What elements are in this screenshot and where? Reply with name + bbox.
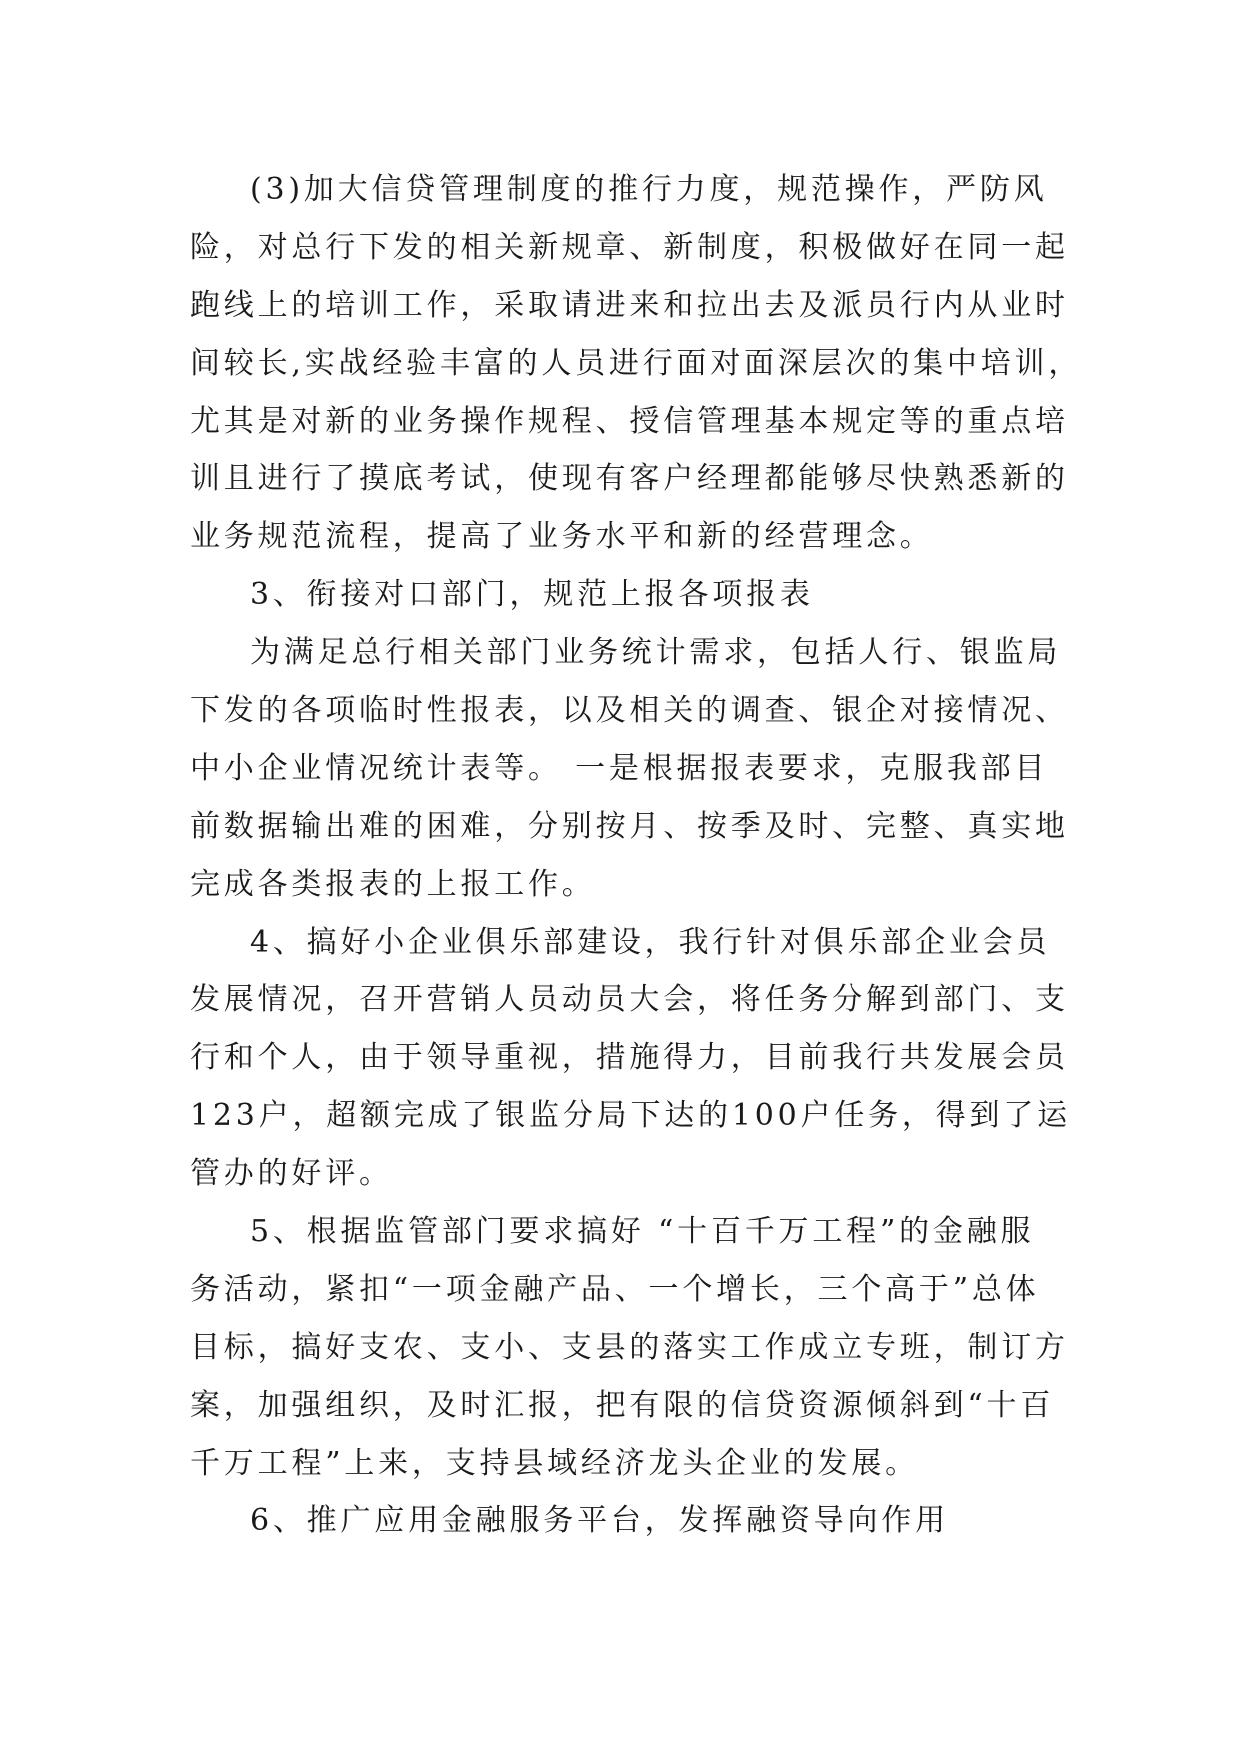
text-line: 4、搞好小企业俱乐部建设，我行针对俱乐部企业会员 xyxy=(250,924,1051,960)
text-line: 中小企业情况统计表等。 一是根据报表要求，克服我部目 xyxy=(190,750,1049,786)
text-line: 下发的各项临时性报表，以及相关的调查、银企对接情况、 xyxy=(190,693,1069,729)
text-line: 管办的好评。 xyxy=(190,1156,393,1192)
text-line: (3)加大信贷管理制度的推行力度，规范操作，严防风 xyxy=(250,172,1048,207)
text-line: 为满足总行相关部门业务统计需求，包括人行、银监局 xyxy=(250,635,1062,671)
text-line: 前数据输出难的困难，分别按月、按季及时、完整、真实地 xyxy=(190,808,1069,844)
text-line: 5、根据监管部门要求搞好 “十百千万工程”的金融服 xyxy=(250,1214,1035,1250)
document-body xyxy=(190,161,1083,1550)
text-line: 完成各类报表的上报工作。 xyxy=(190,866,596,902)
text-line: 案，加强组织，及时汇报，把有限的信贷资源倾斜到“十百 xyxy=(190,1387,1055,1423)
text-line: 业务规范流程，提高了业务水平和新的经营理念。 xyxy=(190,519,934,555)
text-line: 训且进行了摸底考试，使现有客户经理都能够尽快熟悉新的 xyxy=(190,461,1069,497)
text-line: 目标，搞好支农、支小、支县的落实工作成立专班，制订方 xyxy=(190,1329,1069,1365)
section-heading: 3、衔接对口部门，规范上报各项报表 xyxy=(250,577,814,613)
text-line: 务活动，紧扣“一项金融产品、一个增长，三个高于”总体 xyxy=(190,1271,1040,1307)
text-line: 险，对总行下发的相关新规章、新制度，积极做好在同一起 xyxy=(190,229,1069,265)
section-heading: 6、推广应用金融服务平台，发挥融资导向作用 xyxy=(250,1503,949,1539)
text-line: 123户，超额完成了银监分局下达的100户任务，得到了运 xyxy=(190,1098,1071,1134)
text-line: 发展情况，召开营销人员动员大会，将任务分解到部门、支 xyxy=(190,982,1069,1018)
text-line: 千万工程”上来，支持县域经济龙头企业的发展。 xyxy=(190,1445,919,1481)
text-line: 行和个人，由于领导重视，措施得力，目前我行共发展会员 xyxy=(190,1040,1069,1076)
text-line: 间较长,实战经验丰富的人员进行面对面深层次的集中培训， xyxy=(190,345,1083,381)
text-line: 尤其是对新的业务操作规程、授信管理基本规定等的重点培 xyxy=(190,403,1069,439)
text-line: 跑线上的培训工作，采取请进来和拉出去及派员行内从业时 xyxy=(190,287,1069,323)
